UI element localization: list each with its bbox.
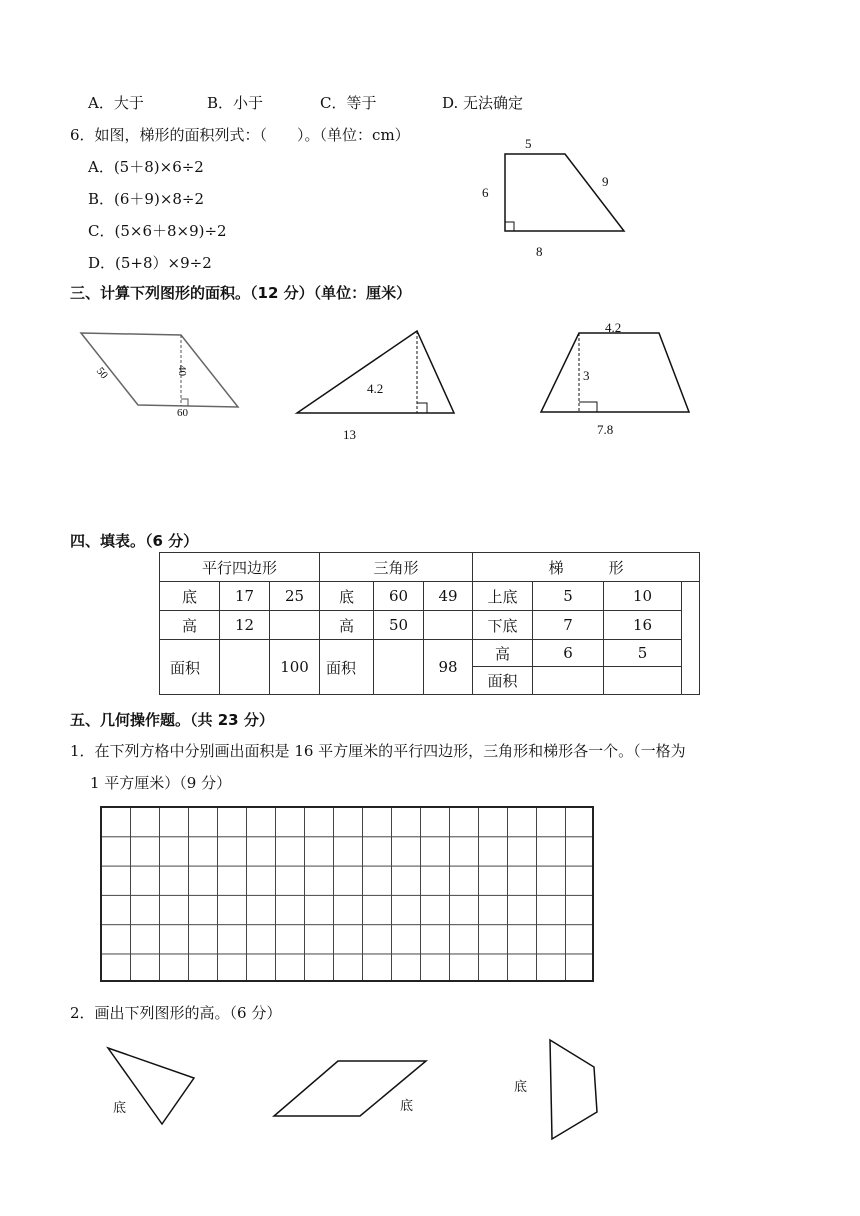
triangle-height-label: 4.2: [367, 381, 384, 396]
table-header-row: [160, 553, 700, 582]
table-cell: 高: [160, 611, 220, 640]
table-cell: 10: [604, 582, 682, 611]
header-trapezoid: 梯 形: [473, 553, 700, 582]
table-cell: 50: [374, 611, 424, 640]
table-cell: 98: [424, 640, 473, 695]
table-cell: [270, 611, 320, 640]
table-blank-cell: [682, 582, 700, 695]
q6-right-label: 9: [602, 174, 609, 189]
q6-top-label: 5: [525, 136, 532, 151]
table-cell: 60: [374, 582, 424, 611]
section5-q1-line2: 1 平方厘米）（9 分）: [90, 774, 232, 792]
header-parallelogram: 平行四边形: [160, 553, 320, 582]
fill-in-table: [159, 552, 700, 695]
q6-option-a: A．(5＋8)×6÷2: [88, 158, 204, 176]
table-cell: 5: [604, 640, 682, 667]
table-row: [160, 640, 700, 667]
q5-option-d: D. 无法确定: [442, 94, 524, 112]
q2-triangle-base-label: 底: [113, 1100, 127, 1115]
q5-option-b: B．小于: [207, 94, 264, 112]
section3-title: 三、计算下列图形的面积。（12 分）（单位：厘米）: [70, 284, 412, 302]
table-cell: 17: [220, 582, 270, 611]
section5-q1-line1: 1．在下列方格中分别画出面积是 16 平方厘米的平行四边形，三角形和梯形各一个。（一格为: [70, 742, 686, 760]
table-cell: 16: [604, 611, 682, 640]
table-cell: 面积: [320, 640, 374, 695]
section3-trapezoid-figure: [535, 318, 700, 443]
parallelogram-side-label: 50: [93, 365, 111, 382]
q6-trapezoid-figure: [470, 130, 640, 265]
trapezoid-height-label: 3: [583, 368, 590, 383]
q6-left-label: 6: [482, 185, 489, 200]
q6-stem: 6．如图，梯形的面积列式：（ ）。（单位：cm）: [70, 126, 410, 144]
q5-option-c: C．等于: [320, 94, 377, 112]
table-cell: 25: [270, 582, 320, 611]
table-row: [160, 611, 700, 640]
table-cell: 底: [160, 582, 220, 611]
table-cell: [604, 667, 682, 695]
table-cell: 高: [320, 611, 374, 640]
triangle-base-label: 13: [343, 427, 356, 442]
q2-triangle-figure: [100, 1040, 200, 1130]
parallelogram-height-label: 40: [176, 365, 188, 376]
q2-trapezoid-figure: [510, 1035, 605, 1145]
table-cell: [220, 640, 270, 695]
table-cell: 底: [320, 582, 374, 611]
table-cell: 6: [533, 640, 604, 667]
table-cell: 下底: [473, 611, 533, 640]
section5-q2: 2．画出下列图形的高。（6 分）: [70, 1004, 282, 1022]
table-cell: 12: [220, 611, 270, 640]
q2-parallelogram-base-label: 底: [400, 1098, 414, 1113]
table-cell: 面积: [160, 640, 220, 695]
q6-option-c: C．(5×6＋8×9)÷2: [88, 222, 227, 240]
table-row: [160, 582, 700, 611]
q6-option-d: D．(5+8）×9÷2: [88, 254, 212, 272]
parallelogram-figure: [75, 325, 250, 420]
table-cell: 5: [533, 582, 604, 611]
table-cell: [374, 640, 424, 695]
table-cell: 上底: [473, 582, 533, 611]
trapezoid-top-label: 4.2: [605, 320, 622, 335]
table-cell: 49: [424, 582, 473, 611]
square-grid[interactable]: [100, 806, 594, 982]
q6-bottom-label: 8: [536, 244, 543, 259]
section5-title: 五、几何操作题。（共 23 分）: [70, 711, 274, 729]
table-cell: [424, 611, 473, 640]
table-cell: [533, 667, 604, 695]
q2-parallelogram-figure: [270, 1055, 430, 1120]
q6-option-b: B．(6＋9)×8÷2: [88, 190, 205, 208]
q5-option-a: A．大于: [88, 94, 144, 112]
parallelogram-base-label: 60: [177, 407, 188, 419]
table-cell: 100: [270, 640, 320, 695]
table-cell: 高: [473, 640, 533, 667]
table-cell: 面积: [473, 667, 533, 695]
triangle-figure: [292, 325, 462, 447]
section4-title: 四、填表。（6 分）: [70, 532, 199, 550]
q2-trapezoid-base-label: 底: [514, 1079, 528, 1094]
header-triangle: 三角形: [320, 553, 473, 582]
table-cell: 7: [533, 611, 604, 640]
trapezoid-bottom-label: 7.8: [597, 422, 614, 437]
